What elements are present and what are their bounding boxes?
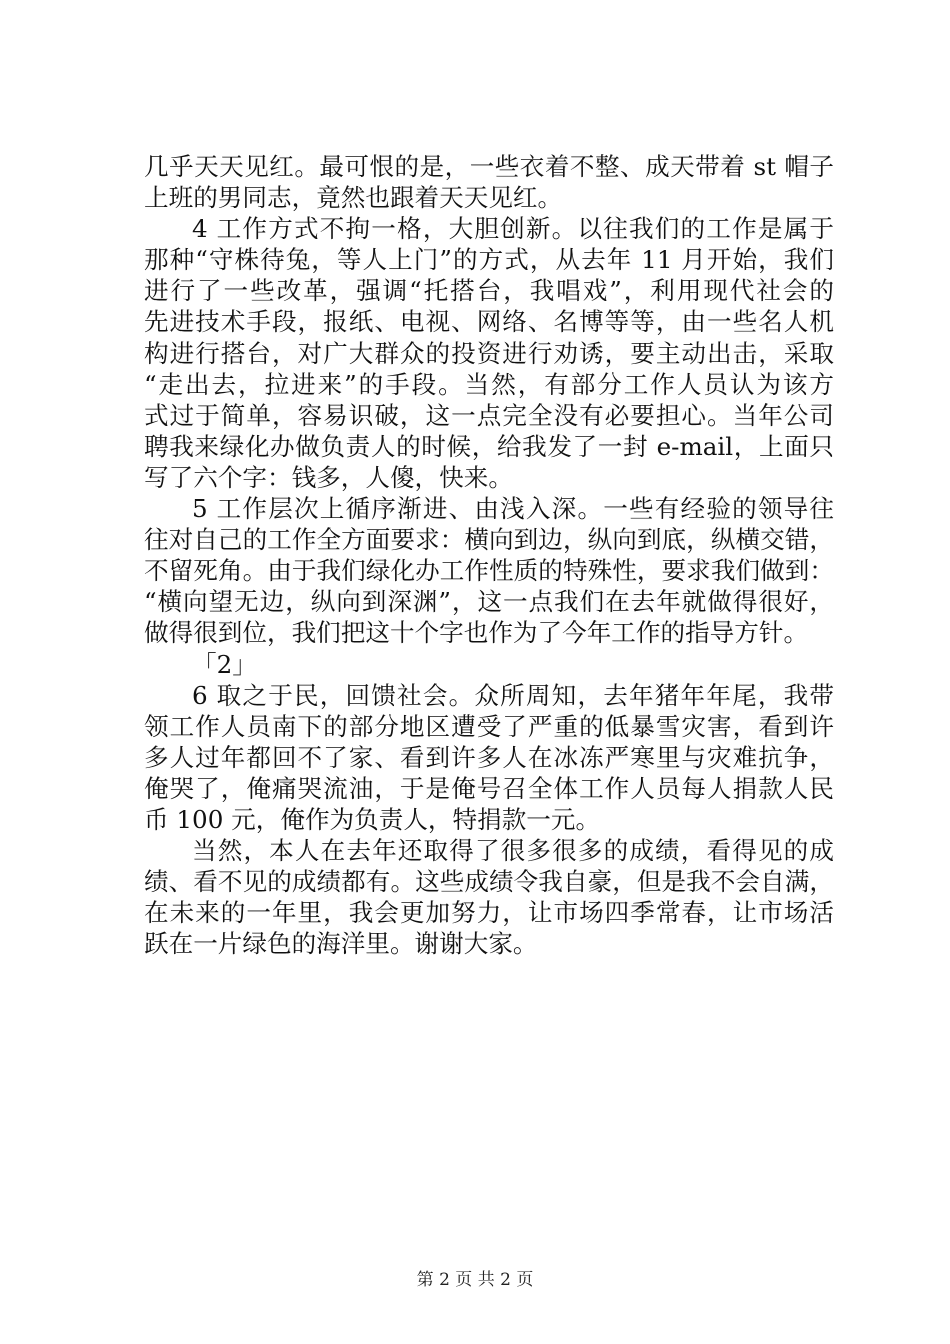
text-line: 在未来的一年里，我会更加努力，让市场四季常春，让市场活: [144, 898, 834, 928]
text-line: 6 取之于民，回馈社会。众所周知，去年猪年年尾，我带: [192, 680, 834, 710]
text-line: “走出去，拉进来”的手段。当然，有部分工作人员认为该方: [144, 369, 834, 399]
text-line: 4 工作方式不拘一格，大胆创新。以往我们的工作是属于: [192, 214, 834, 244]
text-line: 币 100 元，俺作为负责人，特捐款一元。: [144, 804, 601, 834]
text-line: 跃在一片绿色的海洋里。谢谢大家。: [144, 929, 538, 959]
text-line: 往对自己的工作全方面要求：横向到边，纵向到底，纵横交错，: [144, 525, 834, 555]
text-line: 几乎天天见红。最可恨的是，一些衣着不整、成天带着 st 帽子: [144, 152, 834, 181]
paragraph: [144, 151, 834, 213]
text-line: 构进行搭台，对广大群众的投资进行劝诱，要主动出击，采取: [144, 338, 834, 368]
text-line: 当然，本人在去年还取得了很多很多的成绩，看得见的成: [192, 836, 834, 866]
text-line: 绩、看不见的成绩都有。这些成绩令我自豪，但是我不会自满，: [144, 867, 834, 897]
text-line: 先进技术手段，报纸、电视、网络、名博等等，由一些名人机: [144, 307, 834, 337]
paragraph: [144, 835, 834, 959]
text-line: 聘我来绿化办做负责人的时候，给我发了一封 e-mail，上面只: [144, 431, 834, 461]
text-line: 5 工作层次上循序渐进、由浅入深。一些有经验的领导往: [192, 494, 834, 524]
text-line: 做得很到位，我们把这十个字也作为了今年工作的指导方针。: [144, 618, 809, 648]
page-footer: 第 2 页 共 2 页: [416, 1270, 534, 1290]
text-line: 那种“守株待兔，等人上门”的方式，从去年 11 月开始，我们: [144, 245, 834, 275]
paragraph: [144, 680, 834, 835]
text-line: 多人过年都回不了家、看到许多人在冰冻严寒里与灾难抗争，: [144, 742, 834, 772]
document-body: [144, 151, 834, 959]
text-line: 不留死角。由于我们绿化办工作性质的特殊性，要求我们做到：: [144, 556, 834, 586]
section-marker: 「2」: [192, 649, 257, 679]
paragraph: [144, 213, 834, 493]
text-line: 写了六个字：钱多，人傻，快来。: [144, 462, 513, 492]
paragraph: [144, 493, 834, 648]
text-line: “横向望无边，纵向到深渊”，这一点我们在去年就做得很好，: [144, 587, 834, 617]
text-line: 进行了一些改革，强调“托搭台，我唱戏”，利用现代社会的: [144, 276, 834, 306]
text-line: 领工作人员南下的部分地区遭受了严重的低暴雪灾害，看到许: [144, 711, 834, 741]
text-line: 式过于简单，容易识破，这一点完全没有必要担心。当年公司: [144, 400, 834, 430]
text-line: 俺哭了，俺痛哭流油，于是俺号召全体工作人员每人捐款人民: [144, 773, 834, 803]
text-line: 上班的男同志，竟然也跟着天天见红。: [144, 183, 563, 213]
paragraph: [144, 649, 834, 680]
